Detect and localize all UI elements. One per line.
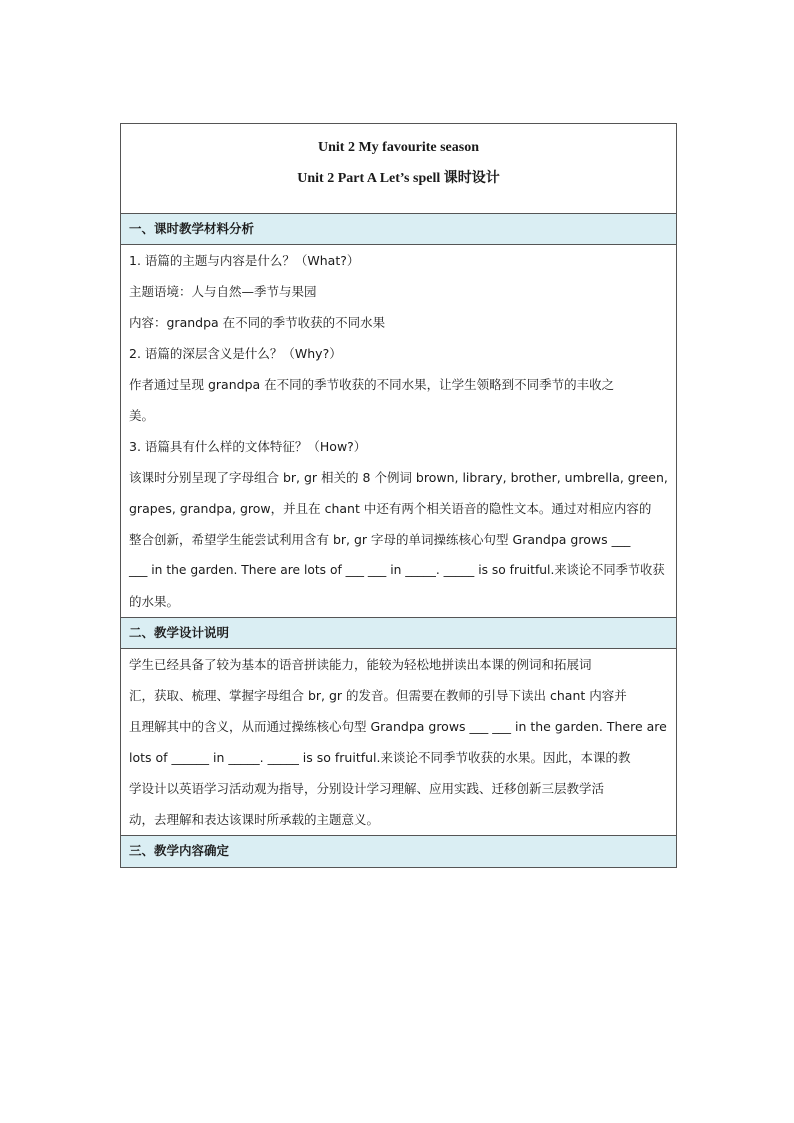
text-line: 3. 语篇具有什么样的文体特征？（How?） xyxy=(129,439,367,454)
section-heading-material-analysis: 一、课时教学材料分析 xyxy=(121,214,676,245)
title-cell xyxy=(121,124,676,214)
section-body-material-analysis xyxy=(121,245,676,618)
lesson-design-table xyxy=(120,123,677,868)
text-line: 2. 语篇的深层含义是什么？（Why?） xyxy=(129,346,342,361)
text-line: 该课时分别呈现了字母组合 br, gr 相关的 8 个例词 brown, library, brother, umbrella, green, xyxy=(129,470,668,485)
section-heading-design-notes: 二、教学设计说明 xyxy=(121,618,676,649)
section-body-design-notes xyxy=(121,649,676,836)
text-line: ___ in the garden. There are lots of ___ ___ in _____. _____ is so fruitful.来谈论不同季节收获 xyxy=(129,563,665,577)
text-line: 且理解其中的含义，从而通过操练核心句型 Grandpa grows ___ ___ in the garden. There are xyxy=(129,719,667,734)
unit-title: Unit 2 My favourite season xyxy=(318,140,479,155)
text-line: 动，去理解和表达该课时所承载的主题意义。 xyxy=(129,812,380,827)
lesson-title: Unit 2 Part A Let’s spell 课时设计 xyxy=(297,171,500,186)
text-line: 学设计以英语学习活动观为指导，分别设计学习理解、应用实践、迁移创新三层教学活 xyxy=(129,781,605,796)
text-line: 的水果。 xyxy=(129,594,180,609)
text-line: 学生已经具备了较为基本的语音拼读能力，能较为轻松地拼读出本课的例词和拓展词 xyxy=(129,657,592,672)
text-line: 主题语境：人与自然—季节与果园 xyxy=(129,284,317,299)
text-line: lots of ______ in _____. _____ is so fruitful.来谈论不同季节收获的水果。因此，本课的教 xyxy=(129,750,631,765)
text-line: 内容：grandpa 在不同的季节收获的不同水果 xyxy=(129,315,386,330)
text-line: grapes, grandpa, grow，并且在 chant 中还有两个相关语音的隐性文本。通过对相应内容的 xyxy=(129,501,652,516)
text-line: 汇，获取、梳理、掌握字母组合 br, gr 的发音。但需要在教师的引导下读出 chant 内容并 xyxy=(129,688,627,703)
text-line: 美。 xyxy=(129,408,155,423)
text-line: 整合创新，希望学生能尝试利用含有 br, gr 字母的单词操练核心句型 Grandpa grows ___ xyxy=(129,532,631,547)
section-heading-content: 三、教学内容确定 xyxy=(121,836,676,867)
text-line: 1. 语篇的主题与内容是什么？（What?） xyxy=(129,253,360,268)
text-line: 作者通过呈现 grandpa 在不同的季节收获的不同水果，让学生领略到不同季节的丰收之 xyxy=(129,377,615,392)
